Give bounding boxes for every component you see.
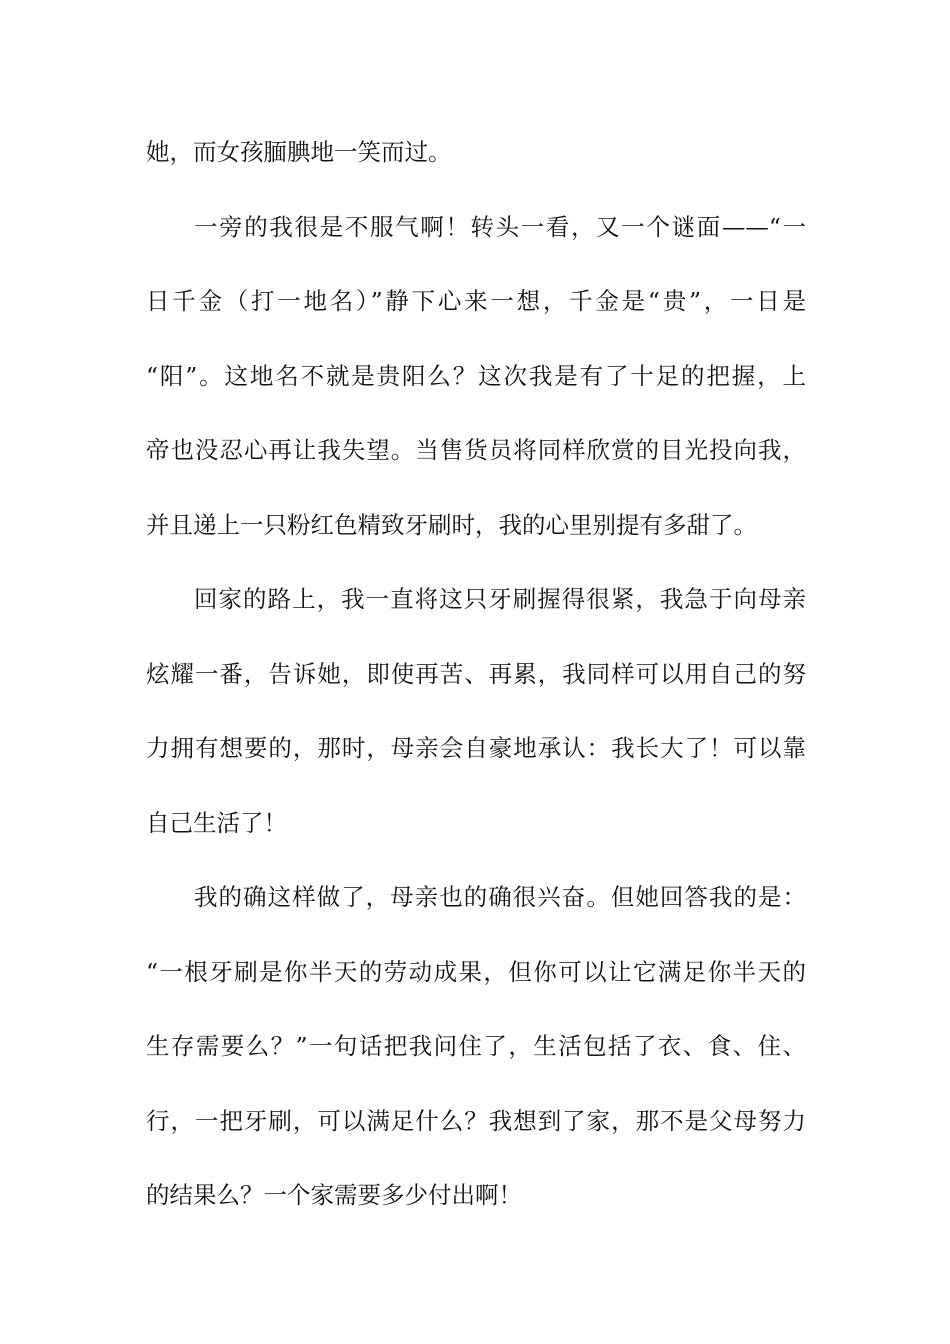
line-text: 一旁的我很是不服气啊！转头一看，又一个谜面——“一 — [194, 213, 806, 241]
text-line — [0, 654, 950, 694]
line-text: 的结果么？一个家需要多少付出啊！ — [146, 1181, 522, 1209]
text-line — [0, 430, 950, 470]
line-text: 回家的路上，我一直将这只牙刷握得很紧，我急于向母亲 — [194, 585, 806, 613]
line-text: 炫耀一番，告诉她，即使再苦、再累，我同样可以用自己的努 — [146, 660, 806, 688]
line-text: “阳”。这地名不就是贵阳么？这次我是有了十足的把握，上 — [146, 362, 806, 390]
line-text: 帝也没忍心再让我失望。当售货员将同样欣赏的目光投向我， — [146, 436, 806, 464]
line-text: 行，一把牙刷，可以满足什么？我想到了家，那不是父母努力 — [146, 1107, 806, 1135]
text-line — [0, 1101, 950, 1141]
text-line — [0, 1175, 950, 1215]
line-text: 生存需要么？”一句话把我问住了，生活包括了衣、食、住、 — [146, 1032, 806, 1060]
text-line — [0, 877, 950, 917]
line-text: 并且递上一只粉红色精致牙刷时，我的心里别提有多甜了。 — [146, 511, 757, 539]
text-line — [0, 505, 950, 545]
text-line — [0, 356, 950, 396]
line-text: 力拥有想要的，那时，母亲会自豪地承认：我长大了！可以靠 — [146, 734, 806, 762]
line-text: 我的确这样做了，母亲也的确很兴奋。但她回答我的是： — [194, 883, 806, 911]
text-line — [0, 803, 950, 843]
line-text: 她，而女孩腼腆地一笑而过。 — [146, 138, 452, 166]
text-line — [0, 281, 950, 321]
text-line — [0, 1026, 950, 1066]
text-line — [0, 207, 950, 247]
line-text: “一根牙刷是你半天的劳动成果，但你可以让它满足你半天的 — [146, 958, 806, 986]
text-line — [0, 579, 950, 619]
text-line — [0, 132, 950, 172]
line-text: 自己生活了！ — [146, 809, 287, 837]
line-text: 日千金（打一地名）”静下心来一想，千金是“贵”，一日是 — [146, 287, 806, 315]
text-line — [0, 952, 950, 992]
text-line — [0, 728, 950, 768]
